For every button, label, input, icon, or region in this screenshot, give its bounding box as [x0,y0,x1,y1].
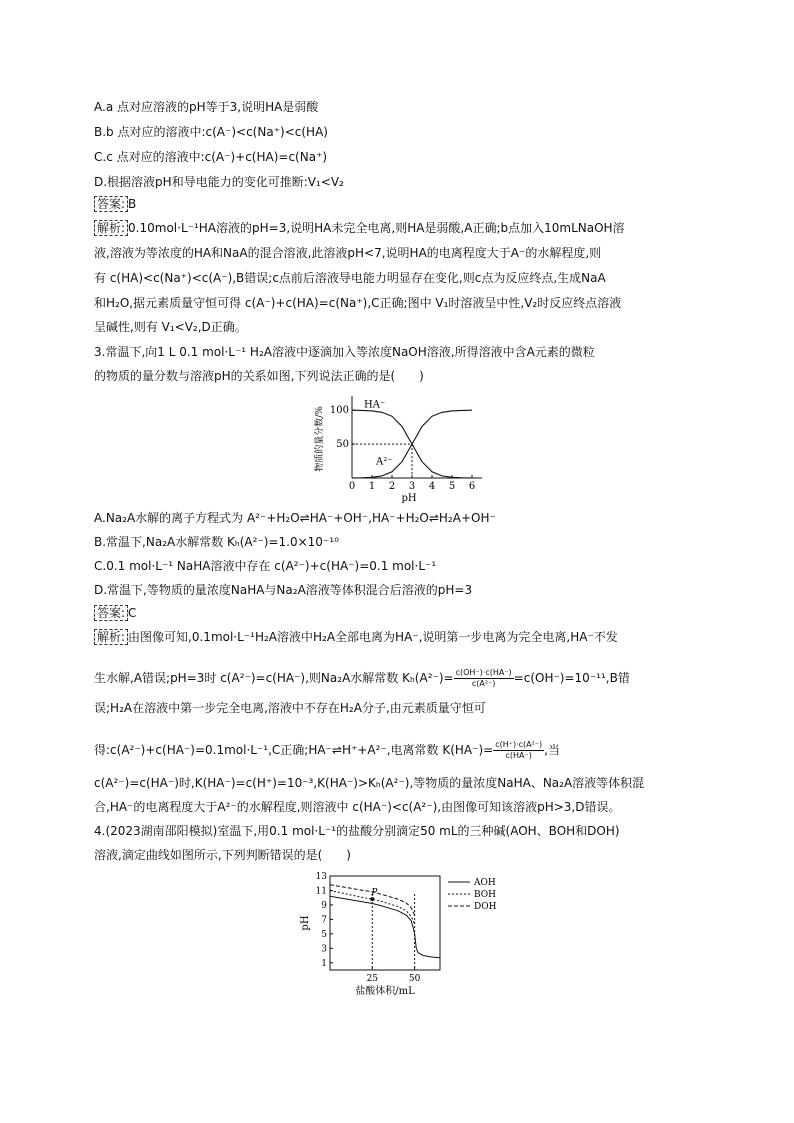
series-line-aoh [330,896,440,958]
q3-expl-text-2b: =c(OH⁻)=10⁻¹¹,B错 [513,671,630,685]
q2-explanation-1 [94,220,694,236]
q3-answer-label: 答案: [94,605,128,621]
q3-explanation-5: c(A²⁻)=c(HA⁻)时,K(HA⁻)=c(H⁺)=10⁻³,K(HA⁻)>Kₕ(A²⁻),等物质的量浓度NaHA、Na₂A溶液等体积混 [94,776,645,790]
q3-option-a: A.Na₂A水解的离子方程式为 A²⁻+H₂O⇌HA⁻+OH⁻,HA⁻+H₂O⇌H₂A+OH⁻ [94,511,496,525]
y-axis-label: pH [300,915,311,931]
q3-explanation-3: 误;H₂A在溶液中第一步完全电离,溶液中不存在H₂A分子,由元素质量守恒可 [94,701,486,715]
legend-label-boh: BOH [474,890,497,900]
q2-explanation-5: 呈碱性,则有 V₁<V₂,D正确。 [94,320,247,334]
q3-option-c: C.0.1 mol·L⁻¹ NaHA溶液中存在 c(A²⁻)+c(HA⁻)=0.1 mol·L⁻¹ [94,559,437,573]
y-tick-label: 1 [321,958,327,969]
x-tick-label: 6 [468,481,476,492]
q3-species-fraction-chart [310,390,490,505]
q2-explanation-4: 和H₂O,据元素质量守恒可得 c(A⁻)+c(HA)=c(Na⁺),C正确;图中 V₁时溶液呈中性,V₂时反应终点溶液 [94,296,622,310]
y-tick-label: 50 [336,439,349,451]
y-tick-label: 7 [321,915,327,926]
series-label-ha: HA⁻ [364,399,386,411]
y-tick-label: 3 [321,944,327,955]
y-axis-label: 物质的量分数/% [315,406,325,472]
q3-option-d: D.常温下,等物质的量浓度NaHA与Na₂A溶液等体积混合后溶液的pH=3 [94,583,473,597]
x-tick-label: 5 [448,481,456,492]
legend-label-doh: DOH [474,902,497,912]
y-tick-label: 100 [329,405,349,417]
q3-expl-text-4b: ,当 [544,743,560,757]
q3-explanation-1 [94,629,694,645]
q3-expl-text-4a: 得:c(A²⁻)+c(HA⁻)=0.1mol·L⁻¹,C正确;HA⁻⇌H⁺+A²⁻,电离常数 K(HA⁻)= [94,743,494,757]
series-label-a2: A²⁻ [376,456,393,468]
q2-option-d: D.根据溶液pH和导电能力的变化可推断:V₁<V₂ [94,175,344,189]
q3-stem-2: 的物质的量分数与溶液pH的关系如图,下列说法正确的是( ) [94,369,424,383]
legend-label-aoh: AOH [474,878,496,888]
q4-stem-1: 4.(2023湖南邵阳模拟)室温下,用0.1 mol·L⁻¹的盐酸分别滴定50 mL的三种碱(AOH、BOH和DOH) [94,824,620,838]
q3-expl-text-2a: 生水解,A错误;pH=3时 c(A²⁻)=c(HA⁻),则Na₂A水解常数 Kₕ(A²⁻)= [94,671,454,685]
q2-option-a: A.a 点对应溶液的pH等于3,说明HA是弱酸 [94,100,319,114]
y-tick-label: 9 [321,900,327,911]
q3-expl-text-1: 由图像可知,0.1mol·L⁻¹H₂A溶液中H₂A全部电离为HA⁻,说明第一步电离为完全电离,HA⁻不发 [128,630,618,644]
x-tick-label: 2 [388,481,396,492]
q3-ka-fraction [493,740,544,761]
q3-expl-label: 解析: [94,629,128,645]
q2-answer-value: B [128,197,137,211]
q3-kh-denominator: c(A²⁻) [471,679,496,688]
q3-kh-numerator: c(OH⁻)·c(HA⁻) [455,668,512,677]
q3-answer [94,605,694,621]
q2-option-c: C.c 点对应的溶液中:c(A⁻)+c(HA)=c(Na⁺) [94,150,328,164]
q3-stem-1: 3.常温下,向1 L 0.1 mol·L⁻¹ H₂A溶液中逐滴加入等浓度NaOH溶液,所得溶液中含A元素的微粒 [94,345,595,359]
q3-kh-fraction [454,668,514,689]
y-tick-label: 5 [321,929,327,940]
q2-expl-label: 解析: [94,220,128,236]
q3-explanation-4 [94,740,694,761]
q3-ka-numerator: c(H⁺)·c(A²⁻) [495,740,543,749]
q2-answer-label: 答案: [94,196,128,212]
q4-titration-chart [300,868,520,1008]
x-tick-label: 4 [428,481,436,492]
q2-answer [94,196,694,212]
q3-option-b: B.常温下,Na₂A水解常数 Kₕ(A²⁻)=1.0×10⁻¹⁰ [94,535,339,549]
y-tick-label: 11 [315,886,327,897]
q3-explanation-2 [94,668,694,689]
x-tick-label: 25 [366,974,379,984]
x-tick-label: 50 [408,974,421,984]
x-tick-label: 3 [408,481,416,492]
x-tick-label: 1 [368,481,376,492]
point-p-label: P [371,888,378,899]
q2-expl-text-1: 0.10mol·L⁻¹HA溶液的pH=3,说明HA未完全电离,则HA是弱酸,A正确;b点加入10mLNaOH溶 [128,221,625,235]
q2-explanation-2: 液,溶液为等浓度的HA和NaA的混合溶液,此溶液pH<7,说明HA的电离程度大于A⁻的水解程度,则 [94,246,602,260]
q2-option-b: B.b 点对应的溶液中:c(A⁻)<c(Na⁺)<c(HA) [94,125,328,139]
x-axis-label: pH [401,493,417,504]
q4-stem-2: 溶液,滴定曲线如图所示,下列判断错误的是( ) [94,848,351,862]
q3-explanation-6: 合,HA⁻的电离程度大于A²⁻的水解程度,则溶液中 c(HA⁻)<c(A²⁻),由图像可知该溶液pH>3,D错误。 [94,800,621,814]
q2-explanation-3: 有 c(HA)<c(Na⁺)<c(A⁻),B错误;c点前后溶液导电能力明显存在变化,则c点为反应终点,生成NaA [94,271,606,285]
x-axis-label: 盐酸体积/mL [355,986,415,997]
q3-answer-value: C [128,606,137,620]
q3-ka-denominator: c(HA⁻) [505,751,532,760]
x-tick-label: 0 [348,481,356,492]
y-tick-label: 13 [315,872,327,882]
